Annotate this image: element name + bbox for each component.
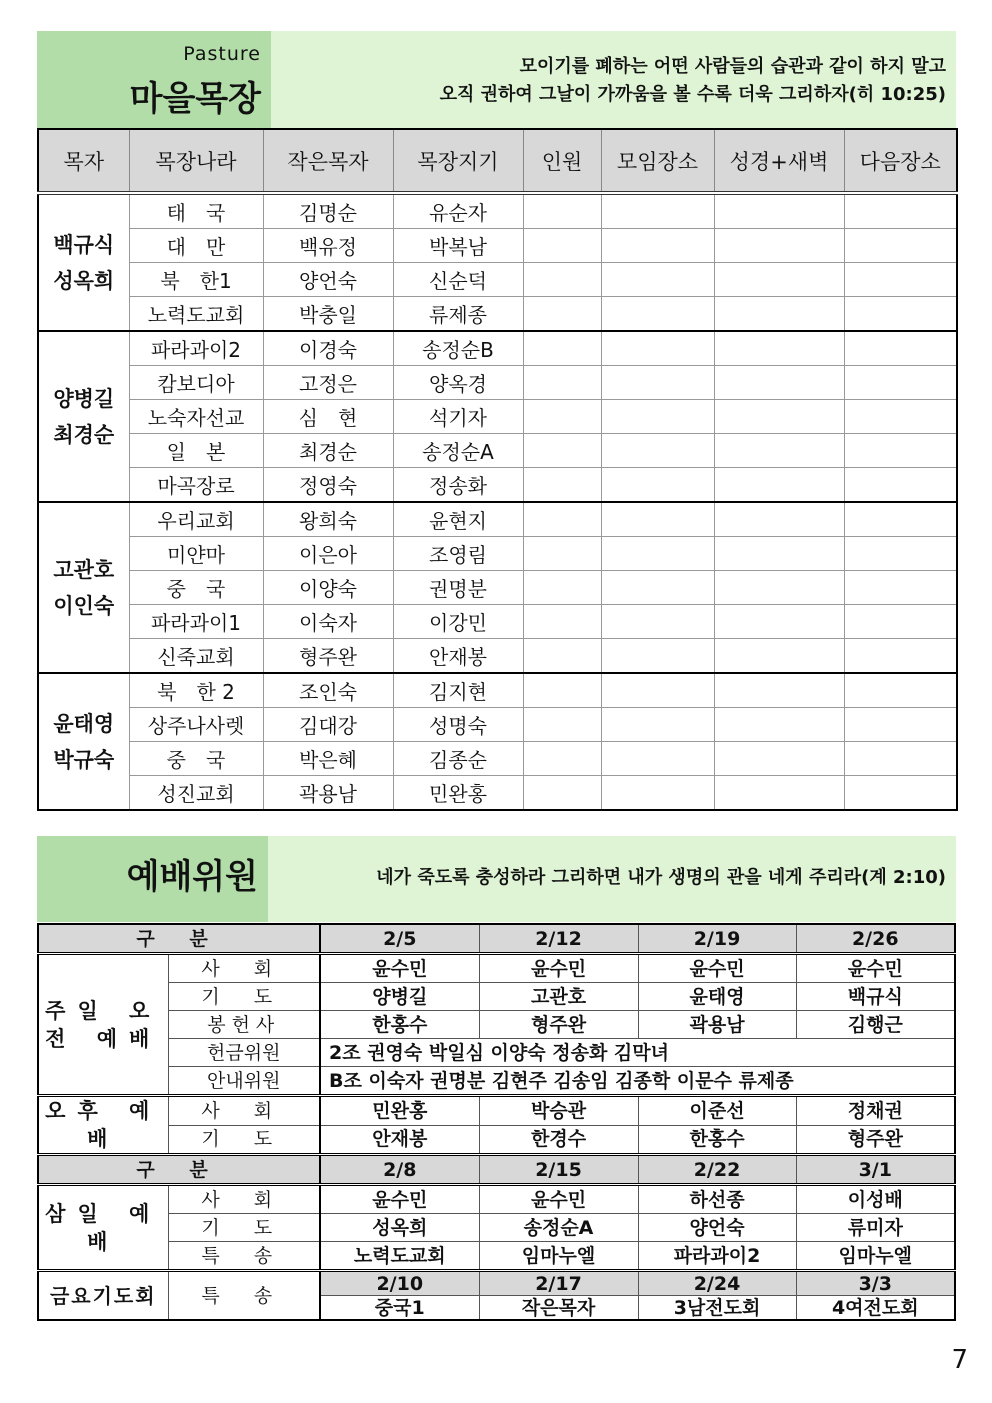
- next-place-cell: [844, 605, 957, 639]
- bible-dawn-cell: [714, 366, 844, 400]
- keeper-cell: 유순자: [393, 193, 523, 229]
- col-header: 작은목자: [263, 129, 393, 193]
- leader-cell: [38, 502, 129, 673]
- sunday-pm-label: 오후 예배: [38, 1096, 168, 1155]
- country-cell: 일 본: [129, 434, 263, 468]
- annae-cell: B조 이숙자 권명분 김현주 김송임 김종학 이문수 류제종: [320, 1067, 955, 1096]
- bible-dawn-cell: [714, 263, 844, 297]
- country-cell: 노력도교회: [129, 297, 263, 332]
- next-place-cell: [844, 468, 957, 503]
- country-cell: 중 국: [129, 571, 263, 605]
- country-cell: 파라과이2: [129, 331, 263, 366]
- bible-dawn-cell: [714, 193, 844, 229]
- pasture-header-row: [38, 129, 957, 193]
- table-row: [38, 229, 957, 263]
- count-cell: [523, 331, 601, 366]
- date-cell: 2/5: [320, 924, 479, 954]
- wednesday-label: 삼일 예배: [38, 1185, 168, 1271]
- role-label: 특 송: [168, 1242, 320, 1271]
- table-row: [38, 468, 957, 503]
- col-header: 목장나라: [129, 129, 263, 193]
- country-cell: 북 한 2: [129, 673, 263, 708]
- small-shepherd-cell: 백유정: [263, 229, 393, 263]
- date-cell: 2/17: [479, 1271, 638, 1296]
- sahoe-cell: 이성배: [796, 1185, 955, 1214]
- country-cell: 파라과이1: [129, 605, 263, 639]
- date-cell: 2/24: [638, 1271, 796, 1296]
- gido-cell: 양언숙: [638, 1214, 796, 1242]
- count-cell: [523, 297, 601, 332]
- worship-kr-title: 예배위원: [126, 857, 258, 897]
- meeting-place-cell: [601, 776, 714, 811]
- teuksong-cell: 임마누엘: [796, 1242, 955, 1271]
- gido-cell: 성옥희: [320, 1214, 479, 1242]
- next-place-cell: [844, 776, 957, 811]
- keeper-cell: 박복남: [393, 229, 523, 263]
- sunday-am-annae-row: [38, 1067, 955, 1096]
- pasture-table: [37, 128, 958, 811]
- sunday-date-row: [38, 924, 955, 954]
- wed-date-row: [38, 1155, 955, 1185]
- table-row: [38, 366, 957, 400]
- meeting-place-cell: [601, 193, 714, 229]
- country-cell: 북 한1: [129, 263, 263, 297]
- leader-name: 이인숙: [53, 593, 115, 618]
- bible-dawn-cell: [714, 605, 844, 639]
- table-row: [38, 331, 957, 366]
- small-shepherd-cell: 양언숙: [263, 263, 393, 297]
- country-cell: 상주나사렛: [129, 708, 263, 742]
- gido-cell: 형주완: [796, 1125, 955, 1155]
- friday-label: 금요기도회: [38, 1271, 168, 1321]
- gido-cell: 양병길: [320, 983, 479, 1011]
- gubun-label: 구 분: [38, 924, 320, 954]
- small-shepherd-cell: 이은아: [263, 537, 393, 571]
- country-cell: 태 국: [129, 193, 263, 229]
- sunday-am-label: 주일 오전 예배: [38, 954, 168, 1096]
- leader-name: 윤태영: [53, 711, 115, 736]
- small-shepherd-cell: 김명순: [263, 193, 393, 229]
- date-cell: 2/8: [320, 1155, 479, 1185]
- sunday-am-bongheon-row: [38, 1011, 955, 1039]
- gido-cell: 류미자: [796, 1214, 955, 1242]
- col-header: 성경+새벽: [714, 129, 844, 193]
- table-row: [38, 263, 957, 297]
- sahoe-cell: 민완홍: [320, 1096, 479, 1126]
- small-shepherd-cell: 박은혜: [263, 742, 393, 776]
- leader-name: 박규숙: [53, 747, 115, 772]
- table-row: [38, 776, 957, 811]
- bible-dawn-cell: [714, 571, 844, 605]
- keeper-cell: 석기자: [393, 400, 523, 434]
- country-cell: 우리교회: [129, 502, 263, 537]
- date-cell: 3/3: [796, 1271, 955, 1296]
- keeper-cell: 류제종: [393, 297, 523, 332]
- bongheon-cell: 형주완: [479, 1011, 638, 1039]
- role-label: 사 회: [168, 1185, 320, 1214]
- next-place-cell: [844, 434, 957, 468]
- teuksong-cell: 노력도교회: [320, 1242, 479, 1271]
- sahoe-cell: 윤수민: [320, 954, 479, 983]
- meeting-place-cell: [601, 468, 714, 503]
- keeper-cell: 안재봉: [393, 639, 523, 674]
- count-cell: [523, 434, 601, 468]
- teuksong-cell: 임마누엘: [479, 1242, 638, 1271]
- next-place-cell: [844, 193, 957, 229]
- sahoe-cell: 윤수민: [638, 954, 796, 983]
- bible-dawn-cell: [714, 468, 844, 503]
- page-number: 7: [951, 1345, 968, 1375]
- wed-sahoe-row: [38, 1185, 955, 1214]
- country-cell: 미얀마: [129, 537, 263, 571]
- bible-dawn-cell: [714, 639, 844, 674]
- sahoe-cell: 정채권: [796, 1096, 955, 1126]
- verse-line-1: 모이기를 폐하는 어떤 사람들의 습관과 같이 하지 말고: [519, 56, 946, 77]
- role-label: 기 도: [168, 1125, 320, 1155]
- table-row: [38, 673, 957, 708]
- country-cell: 신죽교회: [129, 639, 263, 674]
- keeper-cell: 송정순B: [393, 331, 523, 366]
- col-header: 인원: [523, 129, 601, 193]
- sunday-pm-gido-row: [38, 1125, 955, 1155]
- sahoe-cell: 이준선: [638, 1096, 796, 1126]
- count-cell: [523, 742, 601, 776]
- keeper-cell: 이강민: [393, 605, 523, 639]
- bible-dawn-cell: [714, 742, 844, 776]
- leader-cell: [38, 673, 129, 810]
- keeper-cell: 민완홍: [393, 776, 523, 811]
- keeper-cell: 정송화: [393, 468, 523, 503]
- meeting-place-cell: [601, 605, 714, 639]
- meeting-place-cell: [601, 708, 714, 742]
- next-place-cell: [844, 502, 957, 537]
- leader-name: 최경순: [53, 422, 115, 447]
- friday-teuksong-cell: 3남전도회: [638, 1296, 796, 1321]
- meeting-place-cell: [601, 400, 714, 434]
- leader-name: 양병길: [53, 386, 115, 411]
- table-row: [38, 605, 957, 639]
- pasture-title-box: [37, 31, 271, 128]
- sahoe-cell: 윤수민: [479, 954, 638, 983]
- country-cell: 성진교회: [129, 776, 263, 811]
- sahoe-cell: 윤수민: [320, 1185, 479, 1214]
- sahoe-cell: 박승관: [479, 1096, 638, 1126]
- keeper-cell: 권명분: [393, 571, 523, 605]
- date-cell: 3/1: [796, 1155, 955, 1185]
- date-cell: 2/22: [638, 1155, 796, 1185]
- next-place-cell: [844, 708, 957, 742]
- count-cell: [523, 537, 601, 571]
- role-label: 특 송: [168, 1271, 320, 1321]
- table-row: [38, 193, 957, 229]
- sahoe-cell: 윤수민: [796, 954, 955, 983]
- meeting-place-cell: [601, 366, 714, 400]
- next-place-cell: [844, 742, 957, 776]
- gido-cell: 윤태영: [638, 983, 796, 1011]
- meeting-place-cell: [601, 571, 714, 605]
- meeting-place-cell: [601, 502, 714, 537]
- count-cell: [523, 400, 601, 434]
- bongheon-cell: 곽용남: [638, 1011, 796, 1039]
- gido-cell: 한홍수: [638, 1125, 796, 1155]
- meeting-place-cell: [601, 263, 714, 297]
- count-cell: [523, 571, 601, 605]
- bible-dawn-cell: [714, 537, 844, 571]
- gido-cell: 백규식: [796, 983, 955, 1011]
- count-cell: [523, 263, 601, 297]
- table-row: [38, 537, 957, 571]
- count-cell: [523, 366, 601, 400]
- bible-dawn-cell: [714, 229, 844, 263]
- small-shepherd-cell: 심 현: [263, 400, 393, 434]
- country-cell: 노숙자선교: [129, 400, 263, 434]
- small-shepherd-cell: 김대강: [263, 708, 393, 742]
- col-header: 다음장소: [844, 129, 957, 193]
- date-cell: 2/12: [479, 924, 638, 954]
- meeting-place-cell: [601, 297, 714, 332]
- meeting-place-cell: [601, 673, 714, 708]
- next-place-cell: [844, 673, 957, 708]
- count-cell: [523, 502, 601, 537]
- keeper-cell: 송정순A: [393, 434, 523, 468]
- keeper-cell: 신순덕: [393, 263, 523, 297]
- wed-teuksong-row: [38, 1242, 955, 1271]
- teuksong-cell: 파라과이2: [638, 1242, 796, 1271]
- table-row: [38, 297, 957, 332]
- small-shepherd-cell: 이양숙: [263, 571, 393, 605]
- small-shepherd-cell: 정영숙: [263, 468, 393, 503]
- bongheon-cell: 김행근: [796, 1011, 955, 1039]
- next-place-cell: [844, 366, 957, 400]
- meeting-place-cell: [601, 434, 714, 468]
- role-label: 봉헌사: [168, 1011, 320, 1039]
- bible-dawn-cell: [714, 708, 844, 742]
- sunday-am-heongeum-row: [38, 1039, 955, 1067]
- country-cell: 대 만: [129, 229, 263, 263]
- next-place-cell: [844, 639, 957, 674]
- bible-dawn-cell: [714, 502, 844, 537]
- pasture-verse: [440, 53, 946, 109]
- keeper-cell: 성명숙: [393, 708, 523, 742]
- friday-date-row: [38, 1271, 955, 1296]
- heongeum-cell: 2조 권영숙 박일심 이양숙 정송화 김막녀: [320, 1039, 955, 1067]
- count-cell: [523, 605, 601, 639]
- friday-teuksong-cell: 중국1: [320, 1296, 479, 1321]
- count-cell: [523, 229, 601, 263]
- keeper-cell: 양옥경: [393, 366, 523, 400]
- worship-title-box: [37, 836, 268, 922]
- bongheon-cell: 한홍수: [320, 1011, 479, 1039]
- table-row: [38, 708, 957, 742]
- leader-name: 백규식: [53, 232, 115, 257]
- leader-name: 성옥희: [53, 268, 115, 293]
- gido-cell: 송정순A: [479, 1214, 638, 1242]
- small-shepherd-cell: 왕희숙: [263, 502, 393, 537]
- date-cell: 2/19: [638, 924, 796, 954]
- col-header: 모임장소: [601, 129, 714, 193]
- sahoe-cell: 윤수민: [479, 1185, 638, 1214]
- meeting-place-cell: [601, 229, 714, 263]
- date-cell: 2/10: [320, 1271, 479, 1296]
- worship-committee-table: [37, 923, 956, 1321]
- count-cell: [523, 673, 601, 708]
- gubun-label: 구 분: [38, 1155, 320, 1185]
- count-cell: [523, 468, 601, 503]
- pasture-en-title: Pasture: [183, 43, 261, 65]
- next-place-cell: [844, 537, 957, 571]
- gido-cell: 고관호: [479, 983, 638, 1011]
- table-row: [38, 502, 957, 537]
- verse-line-2: 오직 권하여 그날이 가까움을 볼 수록 더욱 그리하자(히 10:25): [439, 84, 946, 105]
- small-shepherd-cell: 박충일: [263, 297, 393, 332]
- bible-dawn-cell: [714, 776, 844, 811]
- col-header: 목장지기: [393, 129, 523, 193]
- count-cell: [523, 193, 601, 229]
- table-row: [38, 571, 957, 605]
- sunday-am-sahoe-row: [38, 954, 955, 983]
- table-row: [38, 742, 957, 776]
- role-label: 기 도: [168, 983, 320, 1011]
- role-label: 사 회: [168, 954, 320, 983]
- bible-dawn-cell: [714, 331, 844, 366]
- leader-name: 고관호: [53, 557, 115, 582]
- meeting-place-cell: [601, 742, 714, 776]
- role-label: 안내위원: [168, 1067, 320, 1096]
- next-place-cell: [844, 331, 957, 366]
- leader-cell: [38, 193, 129, 331]
- meeting-place-cell: [601, 537, 714, 571]
- sunday-am-gido-row: [38, 983, 955, 1011]
- sahoe-cell: 하선종: [638, 1185, 796, 1214]
- keeper-cell: 조영림: [393, 537, 523, 571]
- sunday-pm-sahoe-row: [38, 1096, 955, 1126]
- friday-teuksong-cell: 4여전도회: [796, 1296, 955, 1321]
- country-cell: 캄보디아: [129, 366, 263, 400]
- small-shepherd-cell: 조인숙: [263, 673, 393, 708]
- pasture-banner: [37, 31, 956, 128]
- date-cell: 2/26: [796, 924, 955, 954]
- small-shepherd-cell: 이숙자: [263, 605, 393, 639]
- table-row: [38, 400, 957, 434]
- country-cell: 마곡장로: [129, 468, 263, 503]
- keeper-cell: 김지현: [393, 673, 523, 708]
- next-place-cell: [844, 263, 957, 297]
- count-cell: [523, 708, 601, 742]
- bible-dawn-cell: [714, 297, 844, 332]
- role-label: 기 도: [168, 1214, 320, 1242]
- small-shepherd-cell: 이경숙: [263, 331, 393, 366]
- leader-cell: [38, 331, 129, 502]
- small-shepherd-cell: 곽용남: [263, 776, 393, 811]
- table-row: [38, 639, 957, 674]
- bible-dawn-cell: [714, 434, 844, 468]
- small-shepherd-cell: 고정은: [263, 366, 393, 400]
- worship-banner: [37, 836, 956, 922]
- date-cell: 2/15: [479, 1155, 638, 1185]
- country-cell: 중 국: [129, 742, 263, 776]
- bible-dawn-cell: [714, 673, 844, 708]
- role-label: 사 회: [168, 1096, 320, 1126]
- bible-dawn-cell: [714, 400, 844, 434]
- pasture-table-body: [38, 193, 957, 810]
- gido-cell: 안재봉: [320, 1125, 479, 1155]
- role-label: 헌금위원: [168, 1039, 320, 1067]
- small-shepherd-cell: 최경순: [263, 434, 393, 468]
- keeper-cell: 윤현지: [393, 502, 523, 537]
- pasture-kr-title: 마을목장: [129, 79, 261, 119]
- worship-verse: 네가 죽도록 충성하라 그리하면 내가 생명의 관을 네게 주리라(계 2:10): [376, 867, 946, 888]
- wed-gido-row: [38, 1214, 955, 1242]
- friday-teuksong-cell: 작은목자: [479, 1296, 638, 1321]
- next-place-cell: [844, 400, 957, 434]
- keeper-cell: 김종순: [393, 742, 523, 776]
- col-header: 목자: [38, 129, 129, 193]
- small-shepherd-cell: 형주완: [263, 639, 393, 674]
- next-place-cell: [844, 571, 957, 605]
- meeting-place-cell: [601, 331, 714, 366]
- meeting-place-cell: [601, 639, 714, 674]
- next-place-cell: [844, 297, 957, 332]
- count-cell: [523, 639, 601, 674]
- count-cell: [523, 776, 601, 811]
- table-row: [38, 434, 957, 468]
- gido-cell: 한경수: [479, 1125, 638, 1155]
- next-place-cell: [844, 229, 957, 263]
